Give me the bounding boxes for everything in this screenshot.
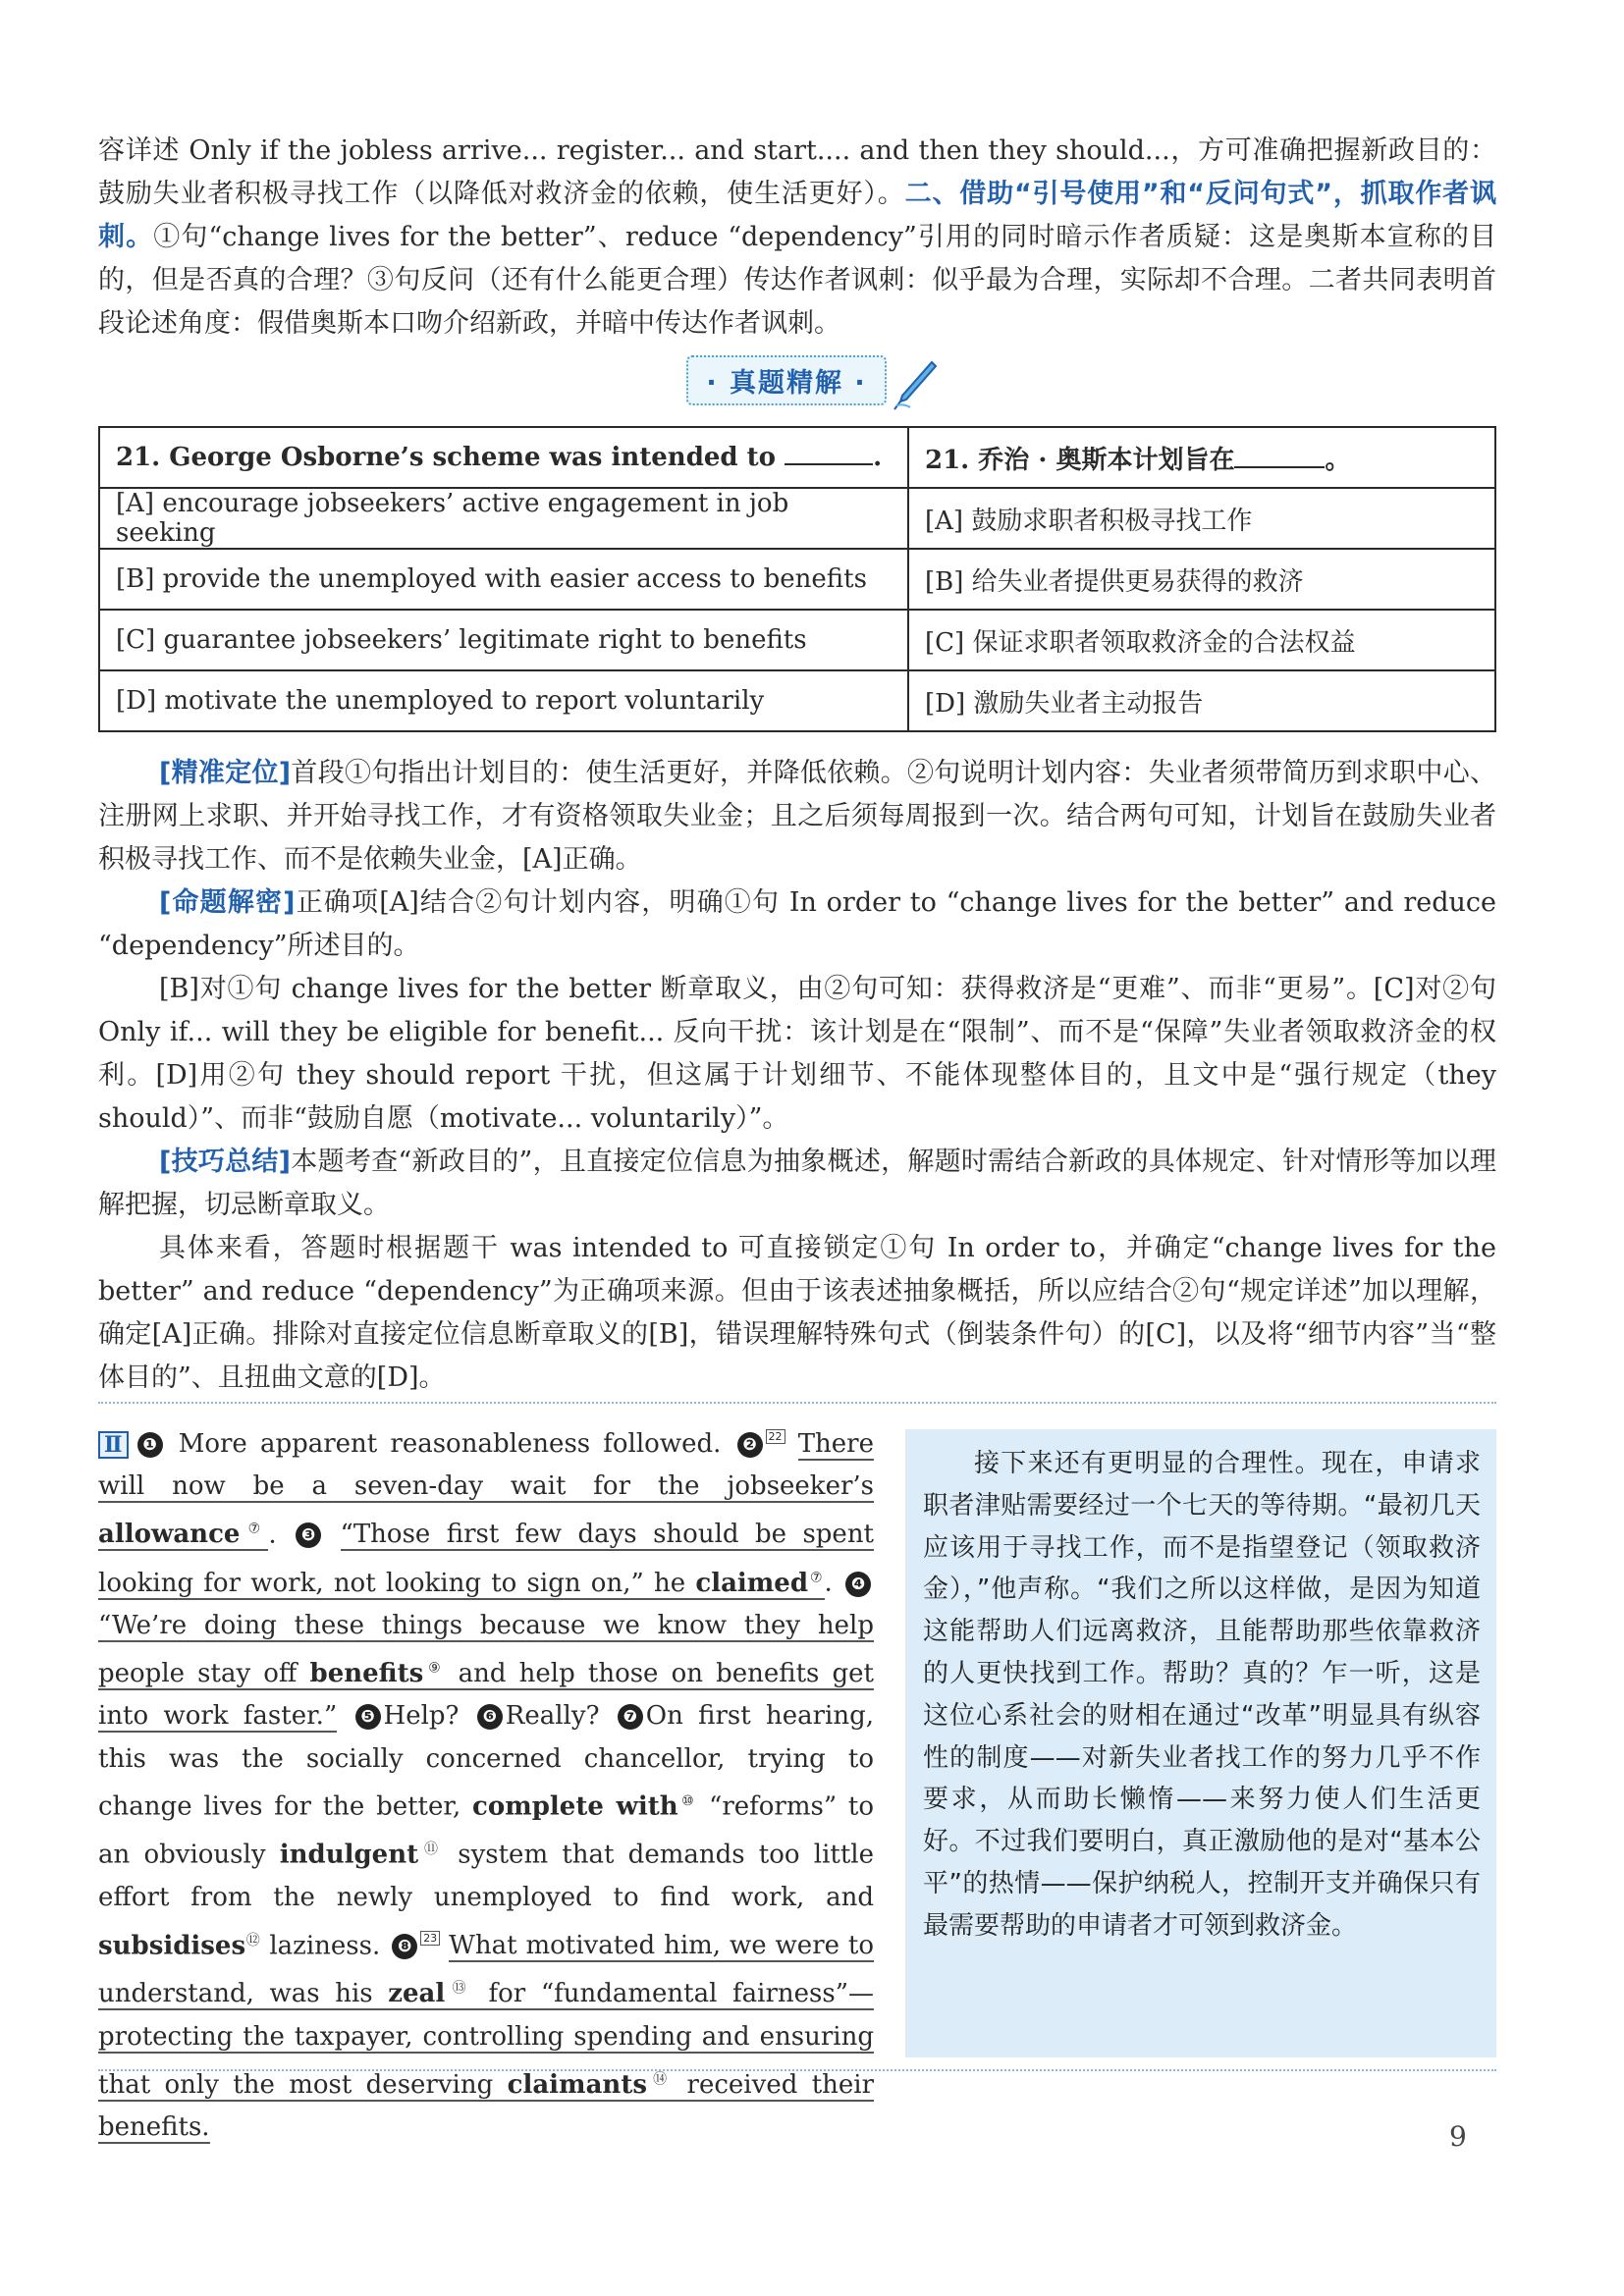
- option-en: [D] motivate the unemployed to report voluntarily: [99, 670, 908, 731]
- question-stem-en: 21. George Osborne’s scheme was intended to: [116, 443, 777, 472]
- question-stem-cn: 21. 乔治 · 奥斯本计划旨在: [925, 445, 1235, 475]
- analysis-section: [98, 752, 1496, 1400]
- answer-blank-cn: [1234, 447, 1325, 468]
- translation-text: 接下来还有更明显的合理性。现在，申请求职者津贴需要经过一个七天的等待期。“最初几天应该用于寻找工作，而不是指望登记（领取救济金），”他声称。“我们之所以这样做，是因为知道这能帮助人们远离救济，且能帮助那些依靠救济的人更快找到工作。帮助？真的？乍一听，这是这位心系社会的财相在通过“改革”明显具有纵容性的制度——对新失业者找工作的努力几乎不作要求，从而助长懒惰——来努力使人们生活更好。不过我们要明白，真正激励他的是对“基本公平”的热情——保护纳税人，控制开支并确保只有最需要帮助的申请者才可领到救济金。: [923, 1449, 1481, 1941]
- option-row: [99, 670, 1495, 731]
- tag-locate: [精准定位]: [159, 758, 292, 788]
- section-heading: [0, 355, 1624, 415]
- option-en: [C] guarantee jobseekers’ legitimate right to benefits: [99, 610, 908, 670]
- heading-label: · 真题精解 ·: [686, 355, 886, 405]
- analysis-paragraph: [技巧总结]本题考查“新政目的”，且直接定位信息为抽象概述，解题时需结合新政的具体规定、针对情形等加以理解把握，切忌断章取义。: [98, 1147, 1496, 1220]
- analysis-paragraph: [命题解密]正确项[A]结合②句计划内容，明确①句 In order to “change lives for the better” and reduce “dependency”所述目的。: [98, 887, 1496, 961]
- question-ref-22: 22: [766, 1429, 785, 1444]
- option-cn: [C] 保证求职者领取救济金的合法权益: [908, 610, 1495, 670]
- intro-paragraph: [98, 130, 1496, 346]
- translation-box: [905, 1429, 1496, 2057]
- question-ref-23: 23: [420, 1931, 440, 1946]
- answer-blank: [785, 444, 873, 465]
- option-row: [99, 488, 1495, 549]
- intro-text-b: ①句“change lives for the better”、reduce “dependency”引用的同时暗示作者质疑：这是奥斯本宣称的目的，但是否真的合理？③句反问（还有什么能更合理）传达作者讽刺：似乎最为合理，实际却不合理。二者共同表明首段论述角度：假借奥斯本口吻介绍新政，并暗中传达作者讽刺。: [98, 222, 1497, 339]
- option-cn: [B] 给失业者提供更易获得的救济: [908, 549, 1495, 610]
- option-cn: [A] 鼓励求职者积极寻找工作: [908, 488, 1495, 549]
- divider-bottom: [98, 2069, 1496, 2071]
- tag-decode: [命题解密]: [159, 887, 296, 918]
- page-number: 9: [1449, 2120, 1467, 2153]
- option-en: [A] encourage jobseekers’ active engagement in job seeking: [99, 488, 908, 549]
- passage-text: Ⅱ ❶ More apparent reasonableness followed. ❷ 22 There will now be a seven-day wait for the jobseeker’s allowance⑦. ❸ “Those first few days should be spent looking for work, not looking to sign on,” he claimed⑦. ❹“We’re doing these things because we know they help people stay off benefits⑨ and help those on benefits get into work faster.” ❺ Help? ❻ Really? ❼ On first hearing, this was the socially concerned chancellor, trying to change lives for the better, complete with⑩ “reforms” to an obviously indulgent⑪ system that demands too little effort from the newly unemployed to find work, and subsidises⑫ laziness. ❽ 23 What motivated him, we were to understand, was his zeal⑬ for “fundamental fairness”— protecting the taxpayer, controlling spending and ensuring that only the most deserving claimants⑭ received their benefits.: [98, 1429, 875, 2143]
- question-table: [98, 426, 1496, 732]
- option-en: [B] provide the unemployed with easier access to benefits: [99, 549, 908, 610]
- intro-highlight: 二、借助“引号使用”和“反问句式”，抓取作者讽刺。: [98, 179, 1496, 252]
- section-mark: Ⅱ: [98, 1431, 129, 1459]
- analysis-paragraph: 具体来看，答题时根据题干 was intended to 可直接锁定①句 In order to，并确定“change lives for the better” and reduce “dependency”为正确项来源。但由于该表述抽象概括，所以应结合②句“规定详述”加以理解，确定[A]正确。排除对直接定位信息断章取义的[B]，错误理解特殊句式（倒装条件句）的[C]，以及将“细节内容”当“整体目的”、且扭曲文意的[D]。: [98, 1233, 1496, 1393]
- analysis-paragraph: [精准定位]首段①句指出计划目的：使生活更好，并降低依赖。②句说明计划内容：失业者须带简历到求职中心、注册网上求职、并开始寻找工作，才有资格领取失业金；且之后须每周报到一次。结合两句可知，计划旨在鼓励失业者积极寻找工作、而不是依赖失业金，[A]正确。: [98, 758, 1497, 875]
- option-cn: [D] 激励失业者主动报告: [908, 670, 1495, 731]
- intro-text-a: 容详述 Only if the jobless arrive... register... and start.... and then they should...，方可准确把握新政目的：鼓励失业者积极寻找工作（以降低对救济金的依赖，使生活更好）。: [98, 135, 1496, 209]
- question-stem-row: 21. George Osborne’s scheme was intended to . 21. 乔治 · 奥斯本计划旨在 。: [99, 427, 1495, 488]
- pen-icon: [893, 360, 938, 415]
- tag-summary: [技巧总结]: [159, 1147, 292, 1177]
- analysis-paragraph: [B]对①句 change lives for the better 断章取义，由②句可知：获得救济是“更难”、而非“更易”。[C]对②句 Only if... will they be eligible for benefit... 反向干扰：该计划是在“限制”、而不是“保障”失业者领取救济金的权利。[D]用②句 they should report 干扰，但这属于计划细节、不能体现整体目的，且文中是“强行规定（they should）”、而非“鼓励自愿（motivate... voluntarily）”。: [98, 974, 1496, 1134]
- divider: [98, 1402, 1496, 1404]
- option-row: [99, 549, 1495, 610]
- option-row: [99, 610, 1495, 670]
